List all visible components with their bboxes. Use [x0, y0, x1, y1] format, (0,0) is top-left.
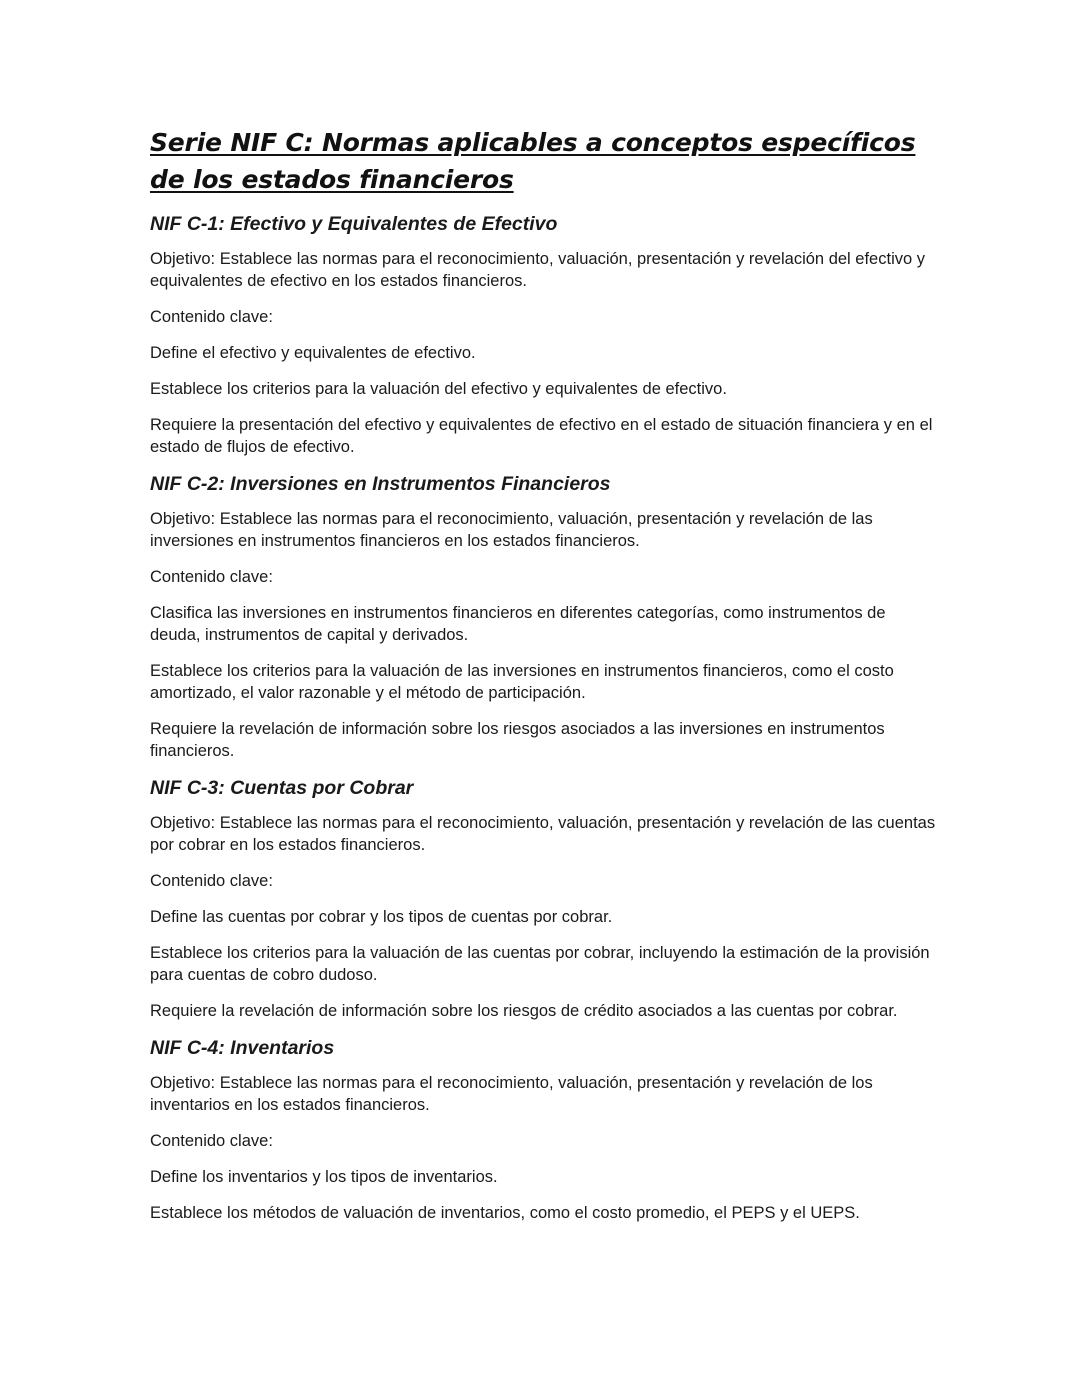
- objective-paragraph: Objetivo: Establece las normas para el reconocimiento, valuación, presentación y revelación de los inventarios en los estados financieros.: [150, 1074, 873, 1114]
- section-nif-c1: [150, 212, 940, 458]
- content-paragraph: Define los inventarios y los tipos de inventarios.: [150, 1168, 498, 1186]
- content-paragraph: Clasifica las inversiones en instrumentos financieros en diferentes categorías, como instrumentos de deuda, instrumentos de capital y derivados.: [150, 604, 886, 644]
- section-heading: NIF C-1: Efectivo y Equivalentes de Efectivo: [150, 213, 558, 235]
- key-content-label: Contenido clave:: [150, 1132, 273, 1150]
- section-heading: NIF C-4: Inventarios: [150, 1037, 335, 1059]
- content-paragraph: Establece los criterios para la valuación de las cuentas por cobrar, incluyendo la estimación de la provisión para cuentas de cobro dudoso.: [150, 944, 930, 984]
- objective-paragraph: Objetivo: Establece las normas para el reconocimiento, valuación, presentación y revelación de las inversiones en instrumentos financieros en los estados financieros.: [150, 510, 873, 550]
- objective-paragraph: Objetivo: Establece las normas para el reconocimiento, valuación, presentación y revelación del efectivo y equivalentes de efectivo en los estados financieros.: [150, 250, 925, 290]
- key-content-label: Contenido clave:: [150, 568, 273, 586]
- content-paragraph: Define el efectivo y equivalentes de efectivo.: [150, 344, 476, 362]
- content-paragraph: Requiere la revelación de información sobre los riesgos de crédito asociados a las cuentas por cobrar.: [150, 1002, 898, 1020]
- objective-paragraph: Objetivo: Establece las normas para el reconocimiento, valuación, presentación y revelación de las cuentas por cobrar en los estados financieros.: [150, 814, 936, 854]
- content-paragraph: Establece los métodos de valuación de inventarios, como el costo promedio, el PEPS y el UEPS.: [150, 1204, 860, 1222]
- document-title: Serie NIF C: Normas aplicables a conceptos específicos de los estados financieros: [150, 128, 916, 194]
- key-content-label: Contenido clave:: [150, 872, 273, 890]
- section-nif-c3: [150, 776, 940, 1022]
- content-paragraph: Define las cuentas por cobrar y los tipos de cuentas por cobrar.: [150, 908, 613, 926]
- key-content-label: Contenido clave:: [150, 308, 273, 326]
- content-paragraph: Establece los criterios para la valuación del efectivo y equivalentes de efectivo.: [150, 380, 727, 398]
- section-heading: NIF C-3: Cuentas por Cobrar: [150, 777, 414, 799]
- section-heading: NIF C-2: Inversiones en Instrumentos Financieros: [150, 473, 611, 495]
- content-paragraph: Establece los criterios para la valuación de las inversiones en instrumentos financieros, como el costo amortizado, el valor razonable y el método de participación.: [150, 662, 894, 702]
- section-nif-c4: [150, 1036, 940, 1224]
- document-page: [150, 124, 940, 1238]
- section-nif-c2: [150, 472, 940, 762]
- content-paragraph: Requiere la revelación de información sobre los riesgos asociados a las inversiones en instrumentos financieros.: [150, 720, 885, 760]
- content-paragraph: Requiere la presentación del efectivo y equivalentes de efectivo en el estado de situación financiera y en el estado de flujos de efectivo.: [150, 416, 933, 456]
